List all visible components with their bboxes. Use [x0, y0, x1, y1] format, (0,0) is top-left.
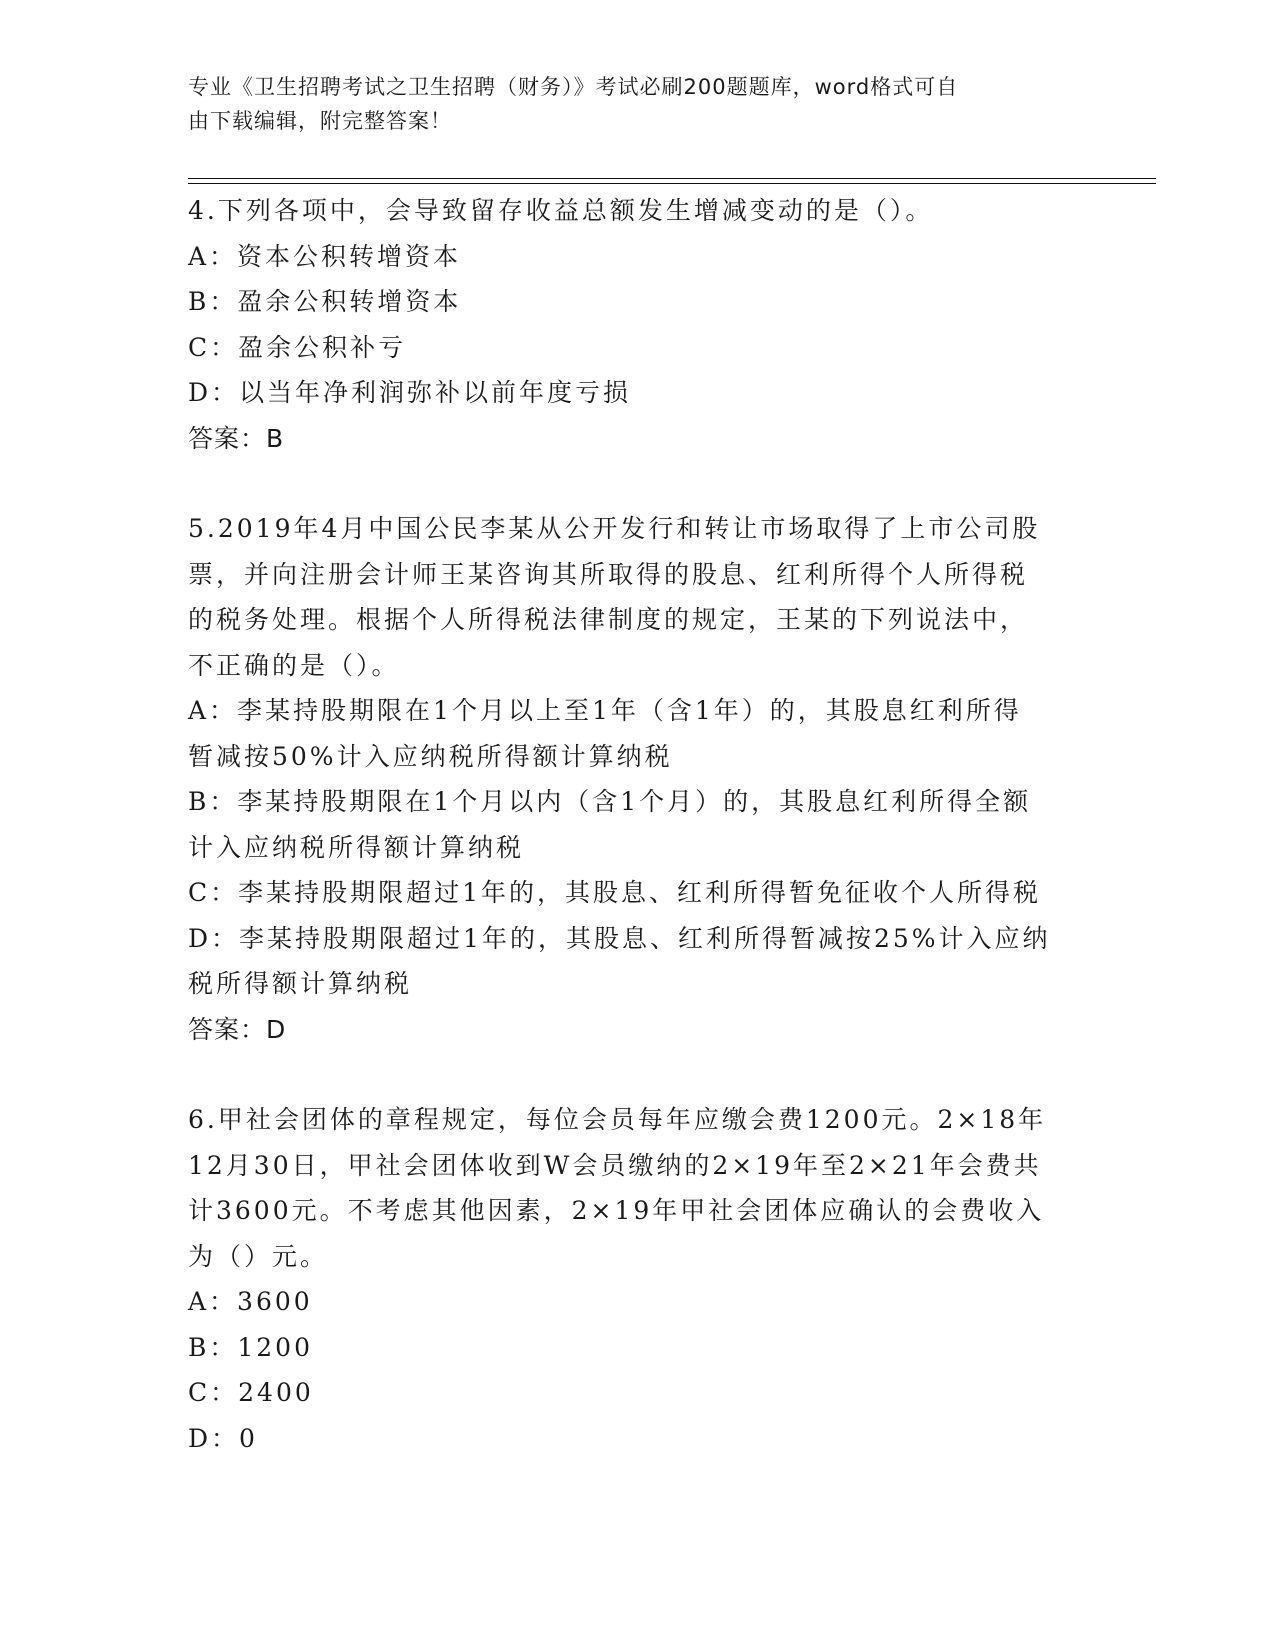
answer-key: 答案：D: [188, 1014, 287, 1044]
option-d: D：李某持股期限超过1年的，其股息、红利所得暂减按25%计入应纳: [188, 923, 1051, 953]
option-c: C：盈余公积补亏: [188, 332, 407, 362]
header-divider-bottom: [188, 183, 1156, 184]
document-header: [188, 70, 1068, 138]
question-stem: 的税务处理。根据个人所得税法律制度的规定，王某的下列说法中，: [188, 605, 1029, 634]
header-line-2: 由下载编辑，附完整答案！: [188, 109, 452, 133]
option-a: A：3600: [188, 1287, 313, 1316]
option-b-continued: 计入应纳税所得额计算纳税: [188, 832, 525, 862]
question-stem: 计3600元。不考虑其他因素，2×19年甲社会团体应确认的会费收入: [188, 1196, 1045, 1225]
option-b: B：盈余公积转增资本: [188, 287, 462, 316]
option-a: A：李某持股期限在1个月以上至1年（含1年）的，其股息红利所得: [188, 696, 1022, 725]
question-stem: 为（）元。: [188, 1241, 329, 1271]
question-5: [188, 506, 1088, 1052]
option-b: B：1200: [188, 1332, 313, 1362]
question-stem: 不正确的是（）。: [188, 650, 400, 680]
question-spacer: [188, 461, 1088, 506]
answer-key: 答案：B: [188, 423, 285, 453]
option-b: B：李某持股期限在1个月以内（含1个月）的，其股息红利所得全额: [188, 787, 1032, 816]
option-c: C：李某持股期限超过1年的，其股息、红利所得暂免征收个人所得税: [188, 878, 1042, 907]
question-6: [188, 1097, 1088, 1461]
question-4: [188, 188, 1088, 461]
option-d: D：0: [188, 1423, 258, 1453]
question-stem: 6.甲社会团体的章程规定，每位会员每年应缴会费1200元。2×18年: [188, 1105, 1047, 1134]
question-stem: 票，并向注册会计师王某咨询其所取得的股息、红利所得个人所得税: [188, 559, 1029, 589]
option-a-continued: 暂减按50%计入应纳税所得额计算纳税: [188, 741, 673, 771]
question-stem: 4.下列各项中，会导致留存收益总额发生增减变动的是（）。: [188, 196, 934, 225]
question-list: [188, 188, 1088, 1461]
option-a: A：资本公积转增资本: [188, 241, 462, 271]
option-d-continued: 税所得额计算纳税: [188, 969, 413, 998]
option-c: C：2400: [188, 1378, 314, 1407]
question-stem: 12月30日，甲社会团体收到W会员缴纳的2×19年至2×21年会费共: [188, 1150, 1042, 1180]
question-stem: 5.2019年4月中国公民李某从公开发行和转让市场取得了上市公司股: [188, 514, 1041, 543]
header-line-1: 专业《卫生招聘考试之卫生招聘（财务）》考试必刷200题题库，word格式可自: [188, 75, 959, 99]
header-divider-top: [188, 178, 1156, 179]
question-spacer: [188, 1052, 1088, 1097]
option-d: D：以当年净利润弥补以前年度亏损: [188, 378, 632, 407]
